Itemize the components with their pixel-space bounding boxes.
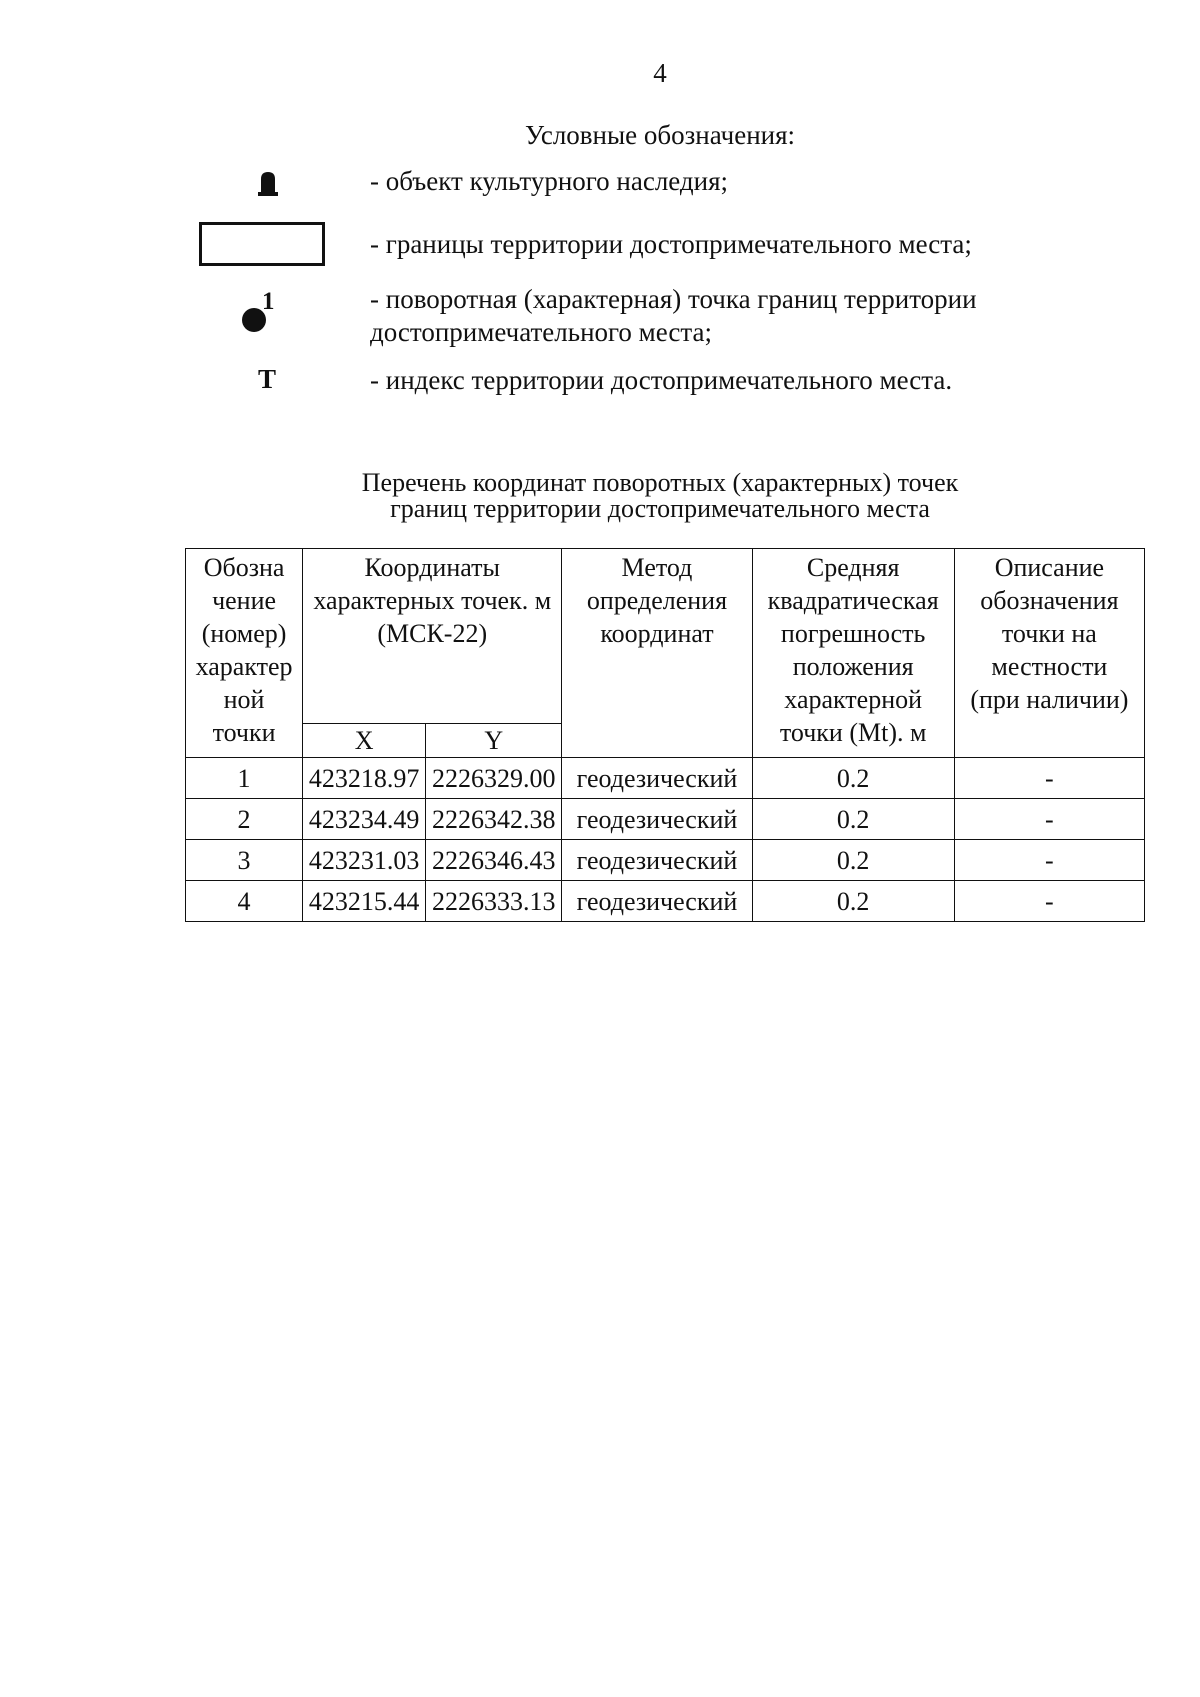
boundary-rectangle-icon <box>199 222 325 266</box>
header-method: Метод определения координат <box>562 549 752 758</box>
cell-y: 2226333.13 <box>426 881 562 922</box>
cell-x: 423234.49 <box>303 799 426 840</box>
cell-y: 2226346.43 <box>426 840 562 881</box>
header-x: X <box>303 724 426 758</box>
header-coordinates: Координаты характерных точек. м (МСК-22) <box>303 549 562 724</box>
coordinates-list-title <box>0 470 1200 522</box>
cell-method: геодезический <box>562 881 752 922</box>
cell-y: 2226342.38 <box>426 799 562 840</box>
header-y: Y <box>426 724 562 758</box>
cell-num: 4 <box>186 881 303 922</box>
cell-num: 1 <box>186 758 303 799</box>
cell-desc: - <box>954 881 1144 922</box>
monument-icon <box>258 170 278 196</box>
coordinates-table <box>185 548 1145 922</box>
header-point-number: Обозна чение (номер) характер ной точки <box>186 549 303 758</box>
cell-desc: - <box>954 840 1144 881</box>
cell-method: геодезический <box>562 799 752 840</box>
header-error: Средняя квадратическая погрешность положения характерной точки (Mt). м <box>752 549 954 758</box>
legend-title: Условные обозначения: <box>524 120 796 150</box>
cell-error: 0.2 <box>752 758 954 799</box>
point-number-label: 1 <box>262 288 275 315</box>
legend-text: - индекс территории достопримечательного места. <box>370 365 953 395</box>
legend-text: - границы территории достопримечательного места; <box>370 229 972 259</box>
legend-text: - поворотная (характерная) точка границ территории достопримечательного места; <box>370 284 977 347</box>
cell-desc: - <box>954 799 1144 840</box>
cell-method: геодезический <box>562 758 752 799</box>
legend-text: - объект культурного наследия; <box>370 166 729 196</box>
page-number: 4 <box>653 58 667 88</box>
cell-error: 0.2 <box>752 881 954 922</box>
table-row <box>186 758 1145 799</box>
cell-error: 0.2 <box>752 840 954 881</box>
cell-desc: - <box>954 758 1144 799</box>
cell-num: 3 <box>186 840 303 881</box>
title-line-1: Перечень координат поворотных (характерных) точек <box>361 468 959 497</box>
cell-x: 423231.03 <box>303 840 426 881</box>
table-row <box>186 799 1145 840</box>
header-description: Описание обозначения точки на местности (при наличии) <box>954 549 1144 758</box>
cell-error: 0.2 <box>752 799 954 840</box>
cell-x: 423215.44 <box>303 881 426 922</box>
cell-num: 2 <box>186 799 303 840</box>
index-letter-icon: Т <box>258 364 277 394</box>
point-marker-icon <box>240 288 290 338</box>
cell-y: 2226329.00 <box>426 758 562 799</box>
cell-x: 423218.97 <box>303 758 426 799</box>
title-line-2: границ территории достопримечательного места <box>390 494 930 523</box>
table-row <box>186 881 1145 922</box>
cell-method: геодезический <box>562 840 752 881</box>
table-row <box>186 840 1145 881</box>
